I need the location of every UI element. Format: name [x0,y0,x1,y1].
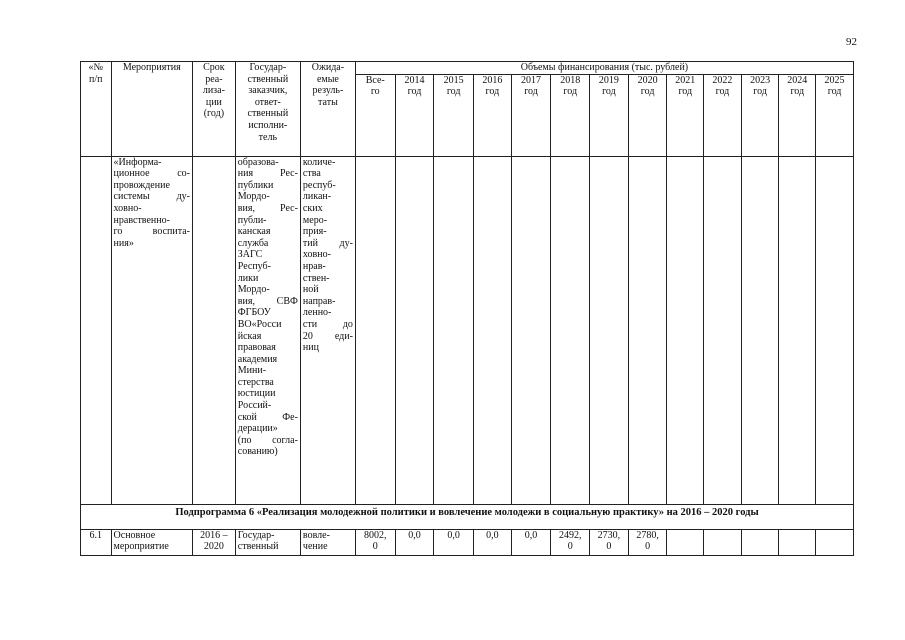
cell-line: Мордо- [237,284,270,296]
row2-term [193,529,236,555]
header-year [816,74,854,156]
cell-line: провождение [113,179,170,191]
cell-line: ния» [113,237,134,249]
cell-line: год [485,86,500,98]
cell-line: чение [302,541,328,553]
row2-customer [235,529,300,555]
row2-num: 6.1 [81,529,112,555]
row2-results [300,529,355,555]
cell-line: лиза- [202,85,225,97]
header-results [300,62,355,157]
table-row [81,156,854,504]
cell-line: Россий- [237,400,272,412]
header-year [667,74,704,156]
cell-line: 0 [567,541,573,553]
row1-cell [474,156,512,504]
row2-year-value [628,529,667,555]
cell-line: ниц [302,342,319,354]
cell-line: год [563,86,578,98]
cell-line: емые [316,73,339,85]
cell-line: 0 [645,541,651,553]
row2-year-value [434,529,474,555]
cell-line: ответ- [254,96,281,108]
cell-line: ской Фе- [237,411,298,423]
row2-year-value [511,529,551,555]
cell-line: «№ [88,62,104,73]
cell-line: Ожида- [311,62,345,73]
row1-cell [779,156,816,504]
cell-line: вия, СВФ [237,295,298,307]
header-year [474,74,512,156]
cell-line: (по согла- [237,434,298,446]
row2-total [355,529,395,555]
row1-cell [667,156,704,504]
cell-line: тель [258,131,278,143]
cell-line: Срок [203,62,225,73]
cell-line: направ- [302,295,336,307]
cell-line: ственный [247,108,289,120]
cell-line: год [678,86,693,98]
cell-line: год [790,86,805,98]
header-year [434,74,474,156]
cell-line: Респуб- [237,260,271,272]
row2-event [111,529,192,555]
row1-cell [628,156,667,504]
header-year [704,74,742,156]
cell-line: юстиции [237,388,276,400]
header-year [551,74,590,156]
cell-line: сти до [302,318,353,330]
cell-line: год [446,86,461,98]
cell-line: 2022 [712,74,733,86]
row2-year-value [590,529,629,555]
cell-line: «Информа- [113,156,162,168]
cell-line: 2023 [750,74,771,86]
cell-line: ции [205,96,222,108]
cell-line: правовая [237,342,276,354]
cell-line: Основное [113,529,156,541]
cell-line: 2016 – [200,529,228,541]
row1-cell [395,156,434,504]
cell-line: 2020 [637,74,658,86]
row1-cell [590,156,629,504]
cell-line: п/п [89,73,103,85]
cell-line: год [715,86,730,98]
cell-line: ния Рес- [237,168,298,180]
cell-line: служба [237,237,269,249]
cell-line: мероприятие [113,541,169,553]
header-num [81,62,112,157]
row1-cell [511,156,551,504]
cell-line: сованию) [237,446,278,458]
cell-line: 0,0 [408,529,421,541]
header-term [193,62,236,157]
row2-year-value [779,529,816,555]
cell-line: 2016 [482,74,503,86]
cell-line: (год) [203,108,225,120]
cell-line: 2014 [404,74,425,86]
cell-line: реа- [205,73,223,85]
cell-line: таты [318,96,338,108]
cell-line: 2015 [443,74,464,86]
row2-year-value [667,529,704,555]
cell-line: ВО«Росси [237,318,282,330]
row1-cell [434,156,474,504]
cell-line: 0 [606,541,612,553]
cell-line: Государ- [249,62,287,73]
cell-line: заказчик, [248,85,288,97]
financing-table [80,61,854,556]
row1-customer [235,156,300,504]
cell-line: лики [237,272,259,284]
cell-line: ной [302,284,319,296]
cell-line: Мини- [237,365,267,377]
cell-line: системы ду- [113,191,190,203]
row1-results [300,156,355,504]
cell-line: 2020 [203,541,224,553]
cell-line: ских [302,202,323,214]
table-row [81,529,854,555]
row2-year-value [704,529,742,555]
header-event: Мероприятия [111,62,192,157]
cell-line: ЗАГС [237,249,263,261]
header-year [511,74,551,156]
cell-line: 0,0 [524,529,538,541]
header-year [395,74,434,156]
row2-year-value [474,529,512,555]
cell-line: ленно- [302,307,332,319]
cell-line: 0 [372,541,378,553]
page-number: 92 [846,36,857,48]
cell-line: го воспита- [113,226,190,238]
cell-line: исполни- [248,119,288,131]
cell-line: год [407,86,422,98]
cell-line: канская [237,226,271,238]
row2-year-value [816,529,854,555]
cell-line: 2017 [521,74,542,86]
cell-line: 2492, [558,529,582,541]
cell-line: 2780, [636,529,659,541]
cell-line: 8002, [364,529,387,541]
cell-line: дерации» [237,423,278,435]
cell-line: нравственно- [113,214,170,226]
cell-line: год [602,86,616,98]
cell-line: стерства [237,376,274,388]
cell-line: год [640,86,655,98]
cell-line: год [827,86,842,98]
row1-term [193,156,236,504]
cell-line: 0,0 [447,529,460,541]
header-year [628,74,667,156]
cell-line: вия, Рес- [237,202,298,214]
cell-line: ликан- [302,191,332,203]
cell-line: ства [302,168,321,180]
cell-line: 2019 [598,74,619,86]
cell-line: респуб- [302,179,336,191]
cell-line: Мордо- [237,191,270,203]
cell-line: Государ- [237,529,275,541]
cell-line: 20 еди- [302,330,353,342]
cell-line: йская [237,330,262,342]
row1-cell [816,156,854,504]
subprogram-title: Подпрограмма 6 «Реализация молодежной политики и вовлечение молодежи в социальную практику» на 2016 – 2020 годы [81,504,854,529]
cell-line: академия [237,353,278,365]
row1-cell [551,156,590,504]
cell-line: вовле- [302,529,330,541]
cell-line: ховно- [302,249,331,261]
cell-line: резуль- [312,85,344,97]
row1-cell [704,156,742,504]
row1-total [355,156,395,504]
cell-line: 2024 [787,74,808,86]
cell-line: ховно- [113,202,142,214]
header-year [590,74,629,156]
header-year [741,74,779,156]
cell-line: ствен- [302,272,330,284]
cell-line: прия- [302,226,327,238]
cell-line: 2018 [560,74,581,86]
cell-line: го [370,86,380,98]
row2-year-value [395,529,434,555]
cell-line: образова- [237,156,279,168]
cell-line: 2021 [675,74,696,86]
cell-line: 2730, [597,529,621,541]
cell-line: 2025 [824,74,845,86]
row1-num [81,156,112,504]
row1-cell [741,156,779,504]
cell-line: ФГБОУ [237,307,271,319]
cell-line: количе- [302,156,336,168]
cell-line: нрав- [302,260,326,272]
cell-line: год [524,86,538,98]
cell-line: ственный [237,541,279,553]
cell-line: ственный [247,73,289,85]
cell-line: тий ду- [302,237,353,249]
cell-line: год [753,86,767,98]
cell-line: ционное со- [113,168,190,180]
header-year [779,74,816,156]
row1-event [111,156,192,504]
cell-line: 0,0 [486,529,499,541]
header-customer [235,62,300,157]
cell-line: Все- [365,74,385,86]
row2-year-value [741,529,779,555]
cell-line: публи- [237,214,267,226]
cell-line: публики [237,179,274,191]
header-financing-title: Объемы финансирования (тыс. рублей) [355,62,853,75]
header-total [355,74,395,156]
row2-year-value [551,529,590,555]
cell-line: меро- [302,214,328,226]
